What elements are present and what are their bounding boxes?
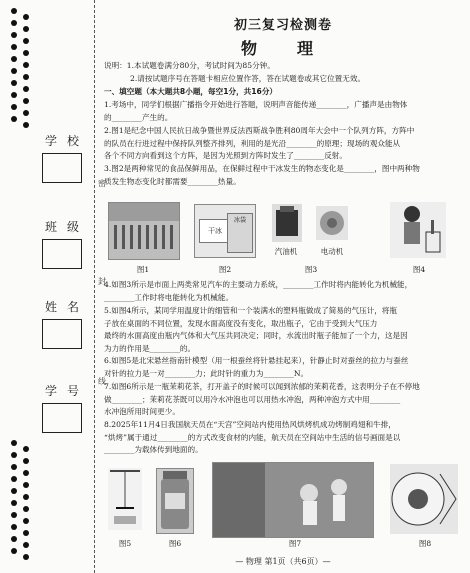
dry-ice-label: 干冰	[199, 219, 231, 243]
question-7	[104, 381, 460, 419]
section-1-heading: 一、填空题（本大题共8小题，每空1分，共16分）	[104, 87, 278, 96]
q3-line: 质发生物态变化时都需要________热量。	[104, 176, 241, 186]
q5-line: 最终的水面高度由瓶内气体和大气压共同决定；同时，水流出时瓶子能加了一个力，这是因	[104, 331, 408, 340]
seal-char-mi: 密	[98, 179, 106, 188]
figure-3-caption: 图3	[304, 265, 318, 274]
q6-line: 对针的拉力是一对________力；此时针的重力为________N。	[104, 368, 309, 378]
name-input-box[interactable]	[42, 319, 82, 349]
electric-motor-label: 电动机	[320, 247, 344, 256]
binding-dots	[10, 0, 32, 573]
class-label: 班级	[44, 220, 89, 234]
student-id-input-box[interactable]	[42, 403, 82, 433]
figure-3-electric-motor-image	[316, 206, 348, 240]
q1-line: 1.考场中，同学们根据广播指令开始进行答题，说明声音能传递________，广播声是由物体	[104, 100, 408, 109]
figure-5-compass-model-image	[108, 468, 142, 530]
q7-line: 水冲泡所用时间更少。	[104, 407, 180, 416]
figure-row-1	[104, 200, 462, 278]
class-field	[36, 218, 98, 269]
class-input-box[interactable]	[42, 239, 82, 269]
q8-line: “烘烤”属于通过________的方式改变食材的内能，航天员在空间站中生活的信号画面是以	[104, 432, 401, 442]
q5-line: 子放在桌面的不同位置，发现水面高度没有变化，取出瓶子，它由于受到大气压力	[104, 318, 378, 328]
question-8	[104, 419, 460, 457]
q1-line: 的________产生的。	[104, 112, 173, 122]
q4-line: 4.如图3所示是市面上两类常见汽车的主要动力系统，________工作时将内能转化为机械能，	[104, 280, 413, 289]
q5-line: 为力的作用是________的。	[104, 343, 196, 353]
question-6	[104, 355, 460, 380]
figure-8-eye-model-image	[390, 464, 458, 534]
figure-4-caption: 图4	[412, 265, 426, 274]
figure-1-caption: 图1	[136, 265, 150, 274]
student-info-panel	[36, 0, 98, 573]
ice-pack-label: 冰袋	[227, 213, 253, 253]
figure-2-dry-ice-image	[194, 204, 256, 258]
q8-line: 8.2025年11月4日我国航天员在“天宫”空间站内使用热风烘烤机成功烤制鸡翅和牛排，	[104, 420, 396, 429]
figure-1-parade-image	[108, 202, 180, 260]
figure-7-space-station-image	[212, 462, 374, 538]
q8-line: ________为载体传到地面的。	[104, 445, 203, 454]
figure-3-gasoline-engine-image	[272, 204, 302, 242]
figure-7-caption: 图7	[288, 539, 302, 548]
q7-line: 7.如图6所示是一瓶茉莉花茶，打开盖子的时候可以闻到浓郁的茉莉花香，这表明分子在不停地	[104, 382, 420, 391]
student-id-field	[36, 382, 98, 433]
q2-line: 的队员在行进过程中保持队列整齐排列，利用的是光沿________的原理；现场的观众能从	[104, 138, 401, 148]
student-id-label: 学号	[44, 384, 89, 398]
instruction-line-2: 2.请按试题序号在答题卡相应位置作答，答在试题卷或其它位置无效。	[130, 74, 366, 83]
school-input-box[interactable]	[42, 153, 82, 183]
question-4	[104, 279, 460, 304]
q7-line: 做________；茉莉花茶既可以用冷水冲泡也可以用热水冲泡，两种冲泡方式中用________	[104, 394, 401, 404]
q6-line: 6.如图5是北宋悬丝指南针模型（用一根蚕丝将针悬挂起来），针静止时对蚕丝的拉力与蚕丝	[104, 356, 409, 365]
figure-4-student-image	[390, 202, 446, 258]
instruction-line-1: 说明：1.本试题卷满分80分，考试时间为85分钟。	[104, 61, 275, 70]
seal-char-feng: 封	[98, 277, 106, 286]
figure-2-caption: 图2	[218, 265, 232, 274]
q2-line: 各个不同方向看到这个方阵，是因为光照到方阵时发生了________反射。	[104, 151, 347, 160]
subject-title: 物 理	[240, 39, 325, 58]
seal-char-xian: 线	[98, 377, 106, 386]
figure-6-tea-jar-image	[156, 468, 194, 534]
question-2	[104, 125, 460, 163]
school-field	[36, 132, 98, 183]
name-field	[36, 298, 98, 349]
q3-line: 3.图2是两种常见的食品保鲜用品，在保鲜过程中干冰发生的物态变化是________，图中两种物	[104, 164, 420, 173]
q4-line: ________工作时将电能转化为机械能。	[104, 292, 234, 302]
q5-line: 5.如图4所示，某同学用温度计的细管和一个装满水的塑料瓶做成了简易的气压计，将瓶	[104, 306, 398, 315]
figure-row-2	[104, 460, 462, 552]
figure-5-caption: 图5	[118, 539, 132, 548]
page-footer: — 物理 第1页（共6页）—	[235, 557, 331, 566]
gasoline-engine-label: 汽油机	[274, 247, 298, 256]
name-label: 姓名	[44, 300, 89, 314]
question-3	[104, 163, 460, 188]
school-label: 学校	[44, 134, 89, 148]
question-5	[104, 305, 460, 355]
seal-line	[94, 0, 95, 573]
figure-8-caption: 图8	[418, 539, 432, 548]
figure-6-caption: 图6	[168, 539, 182, 548]
q2-line: 2.图1是纪念中国人民抗日战争暨世界反法西斯战争胜利80周年大会中一个队列方阵，方阵中	[104, 126, 415, 135]
question-1	[104, 99, 460, 124]
exam-title: 初三复习检测卷	[233, 18, 332, 33]
